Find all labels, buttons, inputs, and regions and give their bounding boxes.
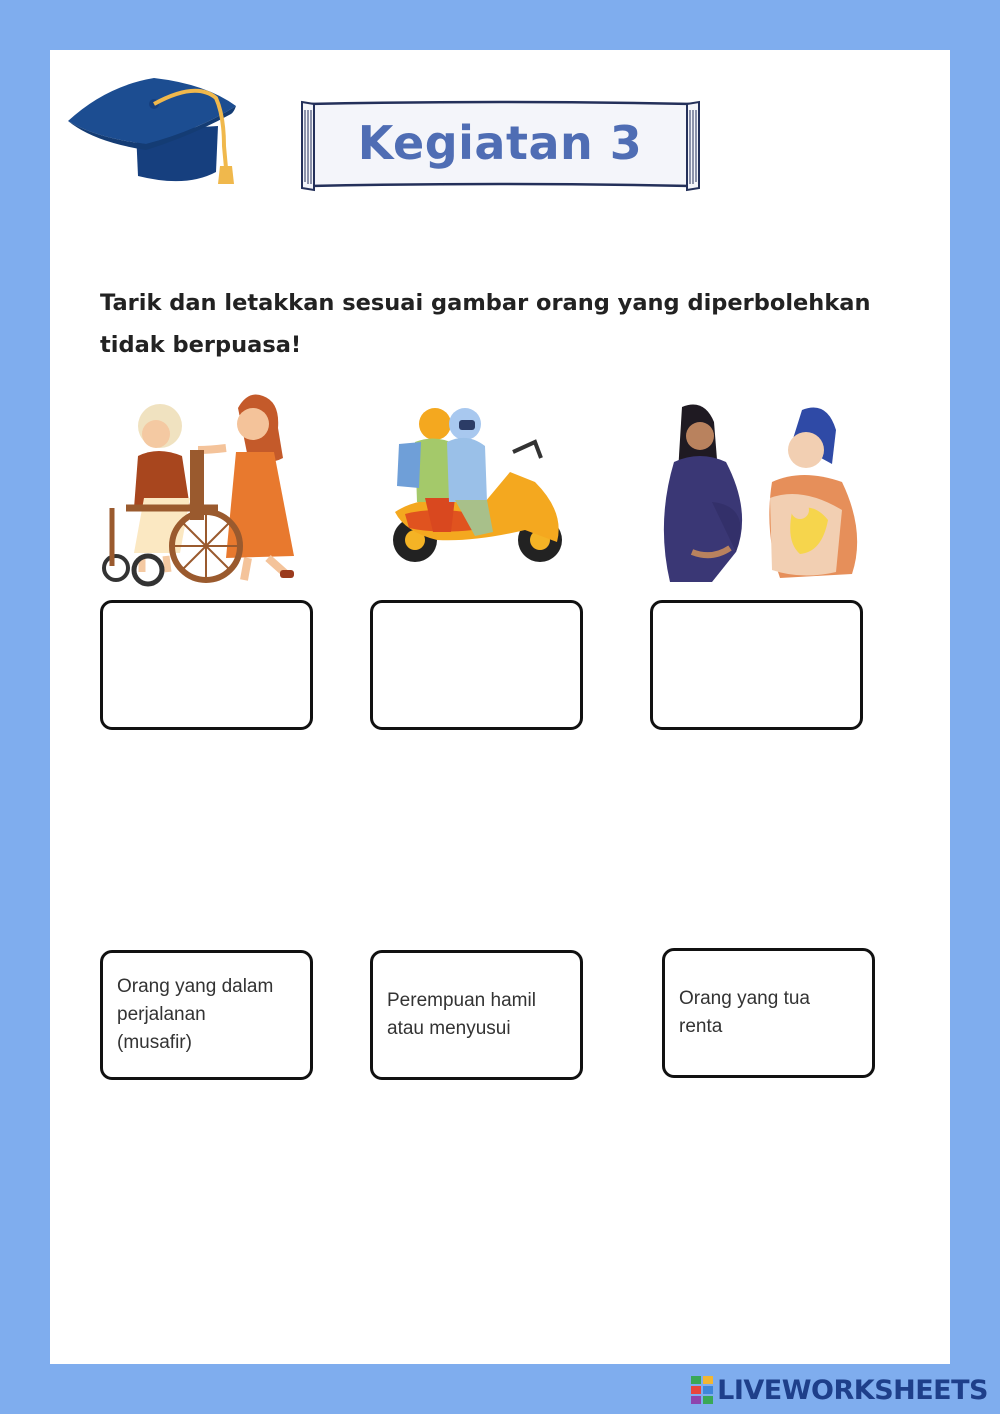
answer-card-label [117, 973, 273, 1057]
graduation-cap-icon [66, 76, 241, 191]
answer-card-label [679, 985, 810, 1041]
liveworksheets-logo-icon [691, 1376, 713, 1404]
page-title: Kegiatan 3 [357, 116, 643, 170]
answer-card-hamil-menyusui[interactable] [370, 950, 583, 1080]
liveworksheets-brand: LIVEWORKSHEETS [717, 1374, 988, 1406]
instruction-line-2: tidak berpuasa! [100, 332, 302, 358]
answer-card-label [387, 987, 536, 1043]
answer-card-line: perjalanan [117, 1004, 206, 1025]
drop-box-3[interactable] [650, 600, 863, 730]
drop-box-1[interactable] [100, 600, 313, 730]
answer-card-musafir[interactable] [100, 950, 313, 1080]
answer-card-line: Orang yang dalam [117, 976, 274, 997]
answer-card-line: (musafir) [117, 1032, 192, 1053]
answer-card-line: atau menyusui [387, 1018, 511, 1039]
instruction-text [100, 282, 920, 366]
motorcycle-travelers-illustration[interactable] [385, 402, 570, 567]
answer-card-line: renta [679, 1016, 723, 1037]
answer-card-tua-renta[interactable] [662, 948, 875, 1078]
liveworksheets-logo[interactable] [691, 1372, 988, 1408]
elderly-wheelchair-illustration[interactable] [98, 388, 303, 588]
drop-box-2[interactable] [370, 600, 583, 730]
pregnant-breastfeeding-women-illustration[interactable] [652, 402, 867, 584]
answer-card-line: Perempuan hamil [387, 990, 536, 1011]
instruction-line-1: Tarik dan letakkan sesuai gambar orang yang diperbolehkan [100, 290, 871, 316]
answer-card-line: Orang yang tua [679, 988, 810, 1009]
